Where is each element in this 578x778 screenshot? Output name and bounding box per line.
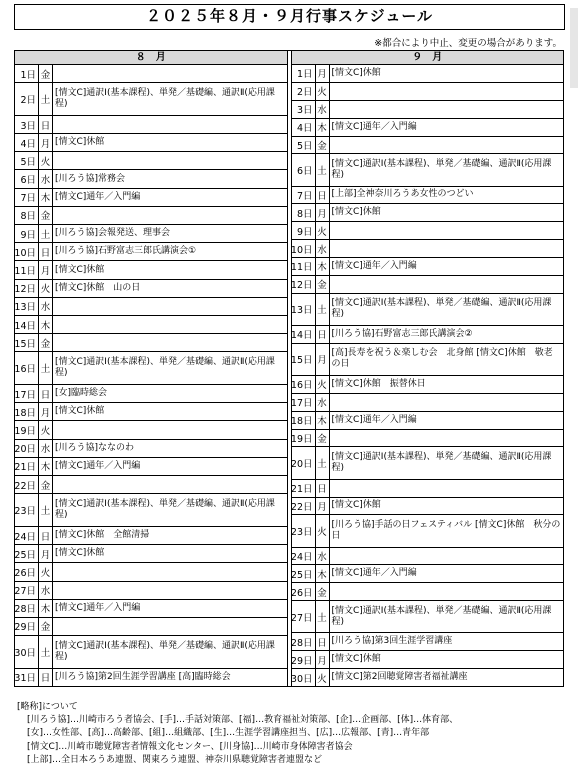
day-row xyxy=(292,204,564,222)
weekday: 火 xyxy=(39,563,53,580)
day-number: 15日 xyxy=(292,344,316,375)
weekday: 月 xyxy=(39,545,53,562)
day-number: 14日 xyxy=(15,316,39,333)
day-row xyxy=(292,258,564,276)
event-text: [川ろう協]第2回生涯学習講座 [高]臨時総会 xyxy=(55,671,231,682)
day-row xyxy=(15,385,287,403)
day-row xyxy=(292,480,564,498)
legend-line: [川ろう協]…川崎市ろう者協会、[手]…手話対策部、[福]…教育福祉対策部、[企]…企画部、[体]…体育部、 xyxy=(27,715,459,726)
event-text xyxy=(330,240,564,257)
event-text: [川ろう協]石野富志三郎氏講演会② xyxy=(331,328,473,339)
day-number: 14日 xyxy=(292,326,316,343)
day-number: 20日 xyxy=(292,447,316,478)
day-row xyxy=(292,137,564,155)
day-row xyxy=(292,65,564,83)
day-row xyxy=(15,134,287,152)
day-row xyxy=(292,83,564,101)
day-number: 24日 xyxy=(15,527,39,544)
weekday: 日 xyxy=(39,385,53,402)
event-text: [情文C]通年／入門編 xyxy=(55,460,141,471)
weekday: 月 xyxy=(316,65,330,82)
day-row xyxy=(292,240,564,258)
day-row xyxy=(292,376,564,394)
event-text: [川ろう協]会報発送、理事会 xyxy=(55,228,171,239)
event-text xyxy=(53,334,287,351)
day-number: 27日 xyxy=(292,601,316,632)
day-number: 28日 xyxy=(292,633,316,650)
day-row xyxy=(15,636,287,669)
day-rows xyxy=(15,65,287,686)
event-text: [情文C]通訳Ⅰ(基本課程)、単発／基礎編、通訳Ⅱ(応用課程) xyxy=(331,158,552,180)
event-text: [川ろう協]手話の日フェスティバル [情文C]休館 秋分の日 xyxy=(331,519,561,541)
day-row xyxy=(15,83,287,116)
weekday: 土 xyxy=(316,601,330,632)
day-number: 8日 xyxy=(292,204,316,221)
weekday: 木 xyxy=(39,458,53,475)
weekday: 木 xyxy=(316,565,330,582)
day-row xyxy=(15,476,287,494)
day-row xyxy=(15,403,287,421)
day-number: 6日 xyxy=(15,170,39,187)
day-number: 22日 xyxy=(15,476,39,493)
day-row xyxy=(292,344,564,376)
month-header: ９ 月 xyxy=(292,51,564,65)
weekday: 金 xyxy=(39,334,53,351)
day-number: 4日 xyxy=(15,134,39,151)
day-number: 13日 xyxy=(292,294,316,325)
day-number: 29日 xyxy=(292,651,316,668)
event-text xyxy=(53,618,287,635)
day-row xyxy=(292,326,564,344)
weekday: 火 xyxy=(316,376,330,393)
day-row xyxy=(15,316,287,334)
day-number: 18日 xyxy=(15,403,39,420)
day-row xyxy=(292,294,564,326)
event-text xyxy=(330,83,564,100)
weekday: 金 xyxy=(316,276,330,293)
day-row xyxy=(292,583,564,601)
event-text: [情文C]通訳Ⅰ(基本課程)、単発／基礎編、通訳Ⅱ(応用課程) xyxy=(331,298,552,320)
event-text xyxy=(53,116,287,133)
legend-line: [情文C]…川崎市聴覚障害者情報文化センター、[川身協]…川崎市身体障害者協会 xyxy=(27,741,353,752)
day-number: 9日 xyxy=(292,222,316,239)
day-number: 17日 xyxy=(15,385,39,402)
weekday: 火 xyxy=(316,669,330,686)
event-text: [上部]全神奈川ろうあ女性のつどい xyxy=(331,189,474,200)
day-row xyxy=(15,261,287,279)
month-column-september xyxy=(291,51,565,686)
day-row xyxy=(292,187,564,205)
weekday: 土 xyxy=(39,636,53,668)
day-row xyxy=(15,116,287,134)
day-row xyxy=(15,494,287,527)
day-row xyxy=(15,563,287,581)
event-text: [情文C]休館 xyxy=(331,67,381,78)
day-row xyxy=(15,243,287,261)
day-number: 10日 xyxy=(15,243,39,260)
day-number: 8日 xyxy=(15,207,39,224)
event-text xyxy=(330,222,564,239)
day-row xyxy=(15,170,287,188)
weekday: 土 xyxy=(39,494,53,526)
weekday: 日 xyxy=(316,480,330,497)
day-row xyxy=(292,498,564,516)
weekday: 土 xyxy=(39,352,53,384)
event-text: [情文C]通年／入門編 xyxy=(331,414,417,425)
event-text: [情文C]休館 xyxy=(331,207,381,218)
weekday: 木 xyxy=(316,258,330,275)
event-text: [情文C]第2回聴覚障害者福祉講座 xyxy=(331,672,468,682)
weekday: 月 xyxy=(316,498,330,515)
day-number: 1日 xyxy=(292,65,316,82)
event-text: [川ろう協]ななのわ xyxy=(55,442,135,453)
day-row xyxy=(15,189,287,207)
day-number: 20日 xyxy=(15,440,39,457)
weekday: 水 xyxy=(39,170,53,187)
day-row xyxy=(292,601,564,633)
weekday: 金 xyxy=(39,207,53,224)
event-text xyxy=(53,65,287,82)
day-number: 13日 xyxy=(15,298,39,315)
day-number: 30日 xyxy=(15,636,39,668)
weekday: 日 xyxy=(316,326,330,343)
schedule-table xyxy=(14,50,564,687)
event-text: [川ろう協]第3回生涯学習講座 xyxy=(331,636,453,647)
legend-heading: [略称]について xyxy=(17,702,78,712)
event-text xyxy=(53,476,287,493)
day-number: 23日 xyxy=(15,494,39,526)
day-number: 11日 xyxy=(15,261,39,278)
day-number: 21日 xyxy=(292,480,316,497)
weekday: 日 xyxy=(39,116,53,133)
day-row xyxy=(292,412,564,430)
event-text: [情文C]通訳Ⅰ(基本課程)、単発／基礎編、通訳Ⅱ(応用課程) xyxy=(331,605,552,627)
event-text: [情文C]休館 xyxy=(331,500,381,511)
day-number: 10日 xyxy=(292,240,316,257)
day-row xyxy=(15,527,287,545)
day-row xyxy=(292,447,564,479)
weekday: 金 xyxy=(39,476,53,493)
weekday: 木 xyxy=(316,412,330,429)
day-number: 4日 xyxy=(292,119,316,136)
day-number: 16日 xyxy=(15,352,39,384)
event-text: [情文C]通年／入門編 xyxy=(331,260,417,271)
weekday: 火 xyxy=(39,421,53,438)
weekday: 金 xyxy=(39,618,53,635)
event-text xyxy=(53,298,287,315)
day-row xyxy=(292,222,564,240)
day-number: 15日 xyxy=(15,334,39,351)
weekday: 月 xyxy=(39,261,53,278)
weekday: 土 xyxy=(316,294,330,325)
weekday: 火 xyxy=(316,83,330,100)
event-text xyxy=(53,207,287,224)
event-text: [情文C]通年／入門編 xyxy=(55,602,141,613)
day-rows xyxy=(292,65,564,686)
day-row xyxy=(292,430,564,448)
day-number: 22日 xyxy=(292,498,316,515)
weekday: 水 xyxy=(39,582,53,599)
weekday: 火 xyxy=(316,222,330,239)
event-text xyxy=(330,394,564,411)
day-number: 3日 xyxy=(15,116,39,133)
day-row xyxy=(15,618,287,636)
day-row xyxy=(15,207,287,225)
event-text xyxy=(330,430,564,447)
day-number: 12日 xyxy=(292,276,316,293)
day-row xyxy=(15,225,287,243)
day-row xyxy=(292,565,564,583)
day-row xyxy=(292,276,564,294)
weekday: 水 xyxy=(39,440,53,457)
day-number: 5日 xyxy=(15,152,39,169)
weekday: 日 xyxy=(39,669,53,686)
month-column-august xyxy=(14,51,288,686)
day-row xyxy=(15,582,287,600)
weekday: 水 xyxy=(316,240,330,257)
abbreviation-legend xyxy=(17,701,562,767)
weekday: 水 xyxy=(316,101,330,118)
day-row xyxy=(15,421,287,439)
day-row xyxy=(15,440,287,458)
day-row xyxy=(292,154,564,186)
event-text xyxy=(330,137,564,154)
legend-line: [女]…女性部、[高]…高齢部、[組]…組織部、[生]…生涯学習講座担当、[広]…広報部、[青]…青年部 xyxy=(27,728,430,739)
day-number: 27日 xyxy=(15,582,39,599)
day-number: 9日 xyxy=(15,225,39,242)
event-text xyxy=(53,421,287,438)
day-row xyxy=(292,101,564,119)
weekday: 月 xyxy=(39,134,53,151)
month-header: ８ 月 xyxy=(15,51,287,65)
legend-line: [上部]…全日本ろうあ連盟、関東ろう連盟、神奈川県聴覚障害者連盟など xyxy=(27,754,323,765)
event-text: [情文C]休館 xyxy=(331,654,381,665)
weekday: 金 xyxy=(316,137,330,154)
event-text xyxy=(330,480,564,497)
day-row xyxy=(15,545,287,563)
day-number: 28日 xyxy=(15,600,39,617)
day-number: 30日 xyxy=(292,669,316,686)
event-text: [情文C]通訳Ⅰ(基本課程)、単発／基礎編、通訳Ⅱ(応用課程) xyxy=(331,452,552,474)
day-number: 2日 xyxy=(292,83,316,100)
weekday: 木 xyxy=(39,189,53,206)
weekday: 水 xyxy=(316,548,330,565)
day-row xyxy=(15,352,287,385)
event-text xyxy=(330,101,564,118)
weekday: 土 xyxy=(39,225,53,242)
day-number: 7日 xyxy=(292,187,316,204)
event-text: [情文C]通年／入門編 xyxy=(331,568,417,579)
weekday: 日 xyxy=(316,633,330,650)
day-number: 24日 xyxy=(292,548,316,565)
day-number: 29日 xyxy=(15,618,39,635)
event-text: [情文C]通年／入門編 xyxy=(55,191,141,202)
day-number: 25日 xyxy=(15,545,39,562)
weekday: 木 xyxy=(39,316,53,333)
event-text: [情文C]通訳Ⅰ(基本課程)、単発／基礎編、通訳Ⅱ(応用課程) xyxy=(55,88,275,110)
day-number: 21日 xyxy=(15,458,39,475)
weekday: 火 xyxy=(316,515,330,546)
day-row xyxy=(292,548,564,566)
event-text: [情文C]休館 xyxy=(55,137,105,148)
day-number: 26日 xyxy=(292,583,316,600)
day-number: 6日 xyxy=(292,154,316,185)
event-text: [情文C]通訳Ⅰ(基本課程)、単発／基礎編、通訳Ⅱ(応用課程) xyxy=(55,357,275,379)
day-number: 26日 xyxy=(15,563,39,580)
event-text xyxy=(53,563,287,580)
weekday: 日 xyxy=(39,527,53,544)
event-text: [情文C]休館 振替休日 xyxy=(331,378,426,389)
day-number: 16日 xyxy=(292,376,316,393)
weekday: 水 xyxy=(39,298,53,315)
weekday: 月 xyxy=(316,651,330,668)
day-row xyxy=(292,669,564,686)
day-row xyxy=(15,298,287,316)
weekday: 日 xyxy=(316,187,330,204)
event-text xyxy=(53,152,287,169)
event-text: [高]長寿を祝う＆楽しむ会 北身館 [情文C]休館 敬老の日 xyxy=(331,348,553,370)
day-row xyxy=(292,633,564,651)
page-title: ２０２５年８月・９月行事スケジュール xyxy=(14,4,565,30)
weekday: 木 xyxy=(316,119,330,136)
day-row xyxy=(15,600,287,618)
event-text xyxy=(53,316,287,333)
event-text xyxy=(330,548,564,565)
event-text: [情文C]休館 xyxy=(55,264,105,275)
day-number: 17日 xyxy=(292,394,316,411)
day-number: 1日 xyxy=(15,65,39,82)
weekday: 日 xyxy=(39,243,53,260)
day-number: 19日 xyxy=(292,430,316,447)
event-text xyxy=(330,276,564,293)
weekday: 金 xyxy=(316,430,330,447)
day-row xyxy=(292,515,564,547)
event-text: [情文C]休館 山の日 xyxy=(55,282,141,293)
weekday: 土 xyxy=(316,447,330,478)
day-number: 12日 xyxy=(15,280,39,297)
event-text xyxy=(53,582,287,599)
weekday: 火 xyxy=(39,280,53,297)
event-text: [情文C]通訳Ⅰ(基本課程)、単発／基礎編、通訳Ⅱ(応用課程) xyxy=(55,499,275,521)
day-number: 31日 xyxy=(15,669,39,686)
day-row xyxy=(292,119,564,137)
weekday: 金 xyxy=(316,583,330,600)
event-text: [情文C]休館 xyxy=(55,406,105,417)
day-row xyxy=(15,669,287,686)
day-number: 3日 xyxy=(292,101,316,118)
day-row xyxy=(15,334,287,352)
event-text: [川ろう協]石野富志三郎氏講演会① xyxy=(55,246,197,257)
day-row xyxy=(15,280,287,298)
weekday: 土 xyxy=(39,83,53,115)
event-text: [情文C]休館 xyxy=(55,548,105,559)
weekday: 月 xyxy=(316,204,330,221)
weekday: 火 xyxy=(39,152,53,169)
event-text: [情文C]休館 全館清掃 xyxy=(55,530,150,541)
day-row xyxy=(292,394,564,412)
day-number: 2日 xyxy=(15,83,39,115)
day-number: 11日 xyxy=(292,258,316,275)
event-text: [情文C]通訳Ⅰ(基本課程)、単発／基礎編、通訳Ⅱ(応用課程) xyxy=(55,640,275,662)
weekday: 月 xyxy=(316,344,330,375)
schedule-note: ※都合により中止、変更の場合があります。 xyxy=(374,38,562,49)
day-row xyxy=(15,152,287,170)
day-number: 5日 xyxy=(292,137,316,154)
weekday: 金 xyxy=(39,65,53,82)
day-number: 23日 xyxy=(292,515,316,546)
event-text: [情文C]通年／入門編 xyxy=(331,121,417,132)
day-row xyxy=(292,651,564,669)
day-number: 7日 xyxy=(15,189,39,206)
day-number: 19日 xyxy=(15,421,39,438)
scrollbar-strip xyxy=(570,8,578,88)
weekday: 木 xyxy=(39,600,53,617)
day-number: 25日 xyxy=(292,565,316,582)
weekday: 水 xyxy=(316,394,330,411)
day-row xyxy=(15,458,287,476)
day-row xyxy=(15,65,287,83)
day-number: 18日 xyxy=(292,412,316,429)
event-text xyxy=(330,583,564,600)
weekday: 月 xyxy=(39,403,53,420)
weekday: 土 xyxy=(316,154,330,185)
event-text: [女]臨時総会 xyxy=(55,388,108,399)
event-text: [川ろう協]常務会 xyxy=(55,173,126,184)
